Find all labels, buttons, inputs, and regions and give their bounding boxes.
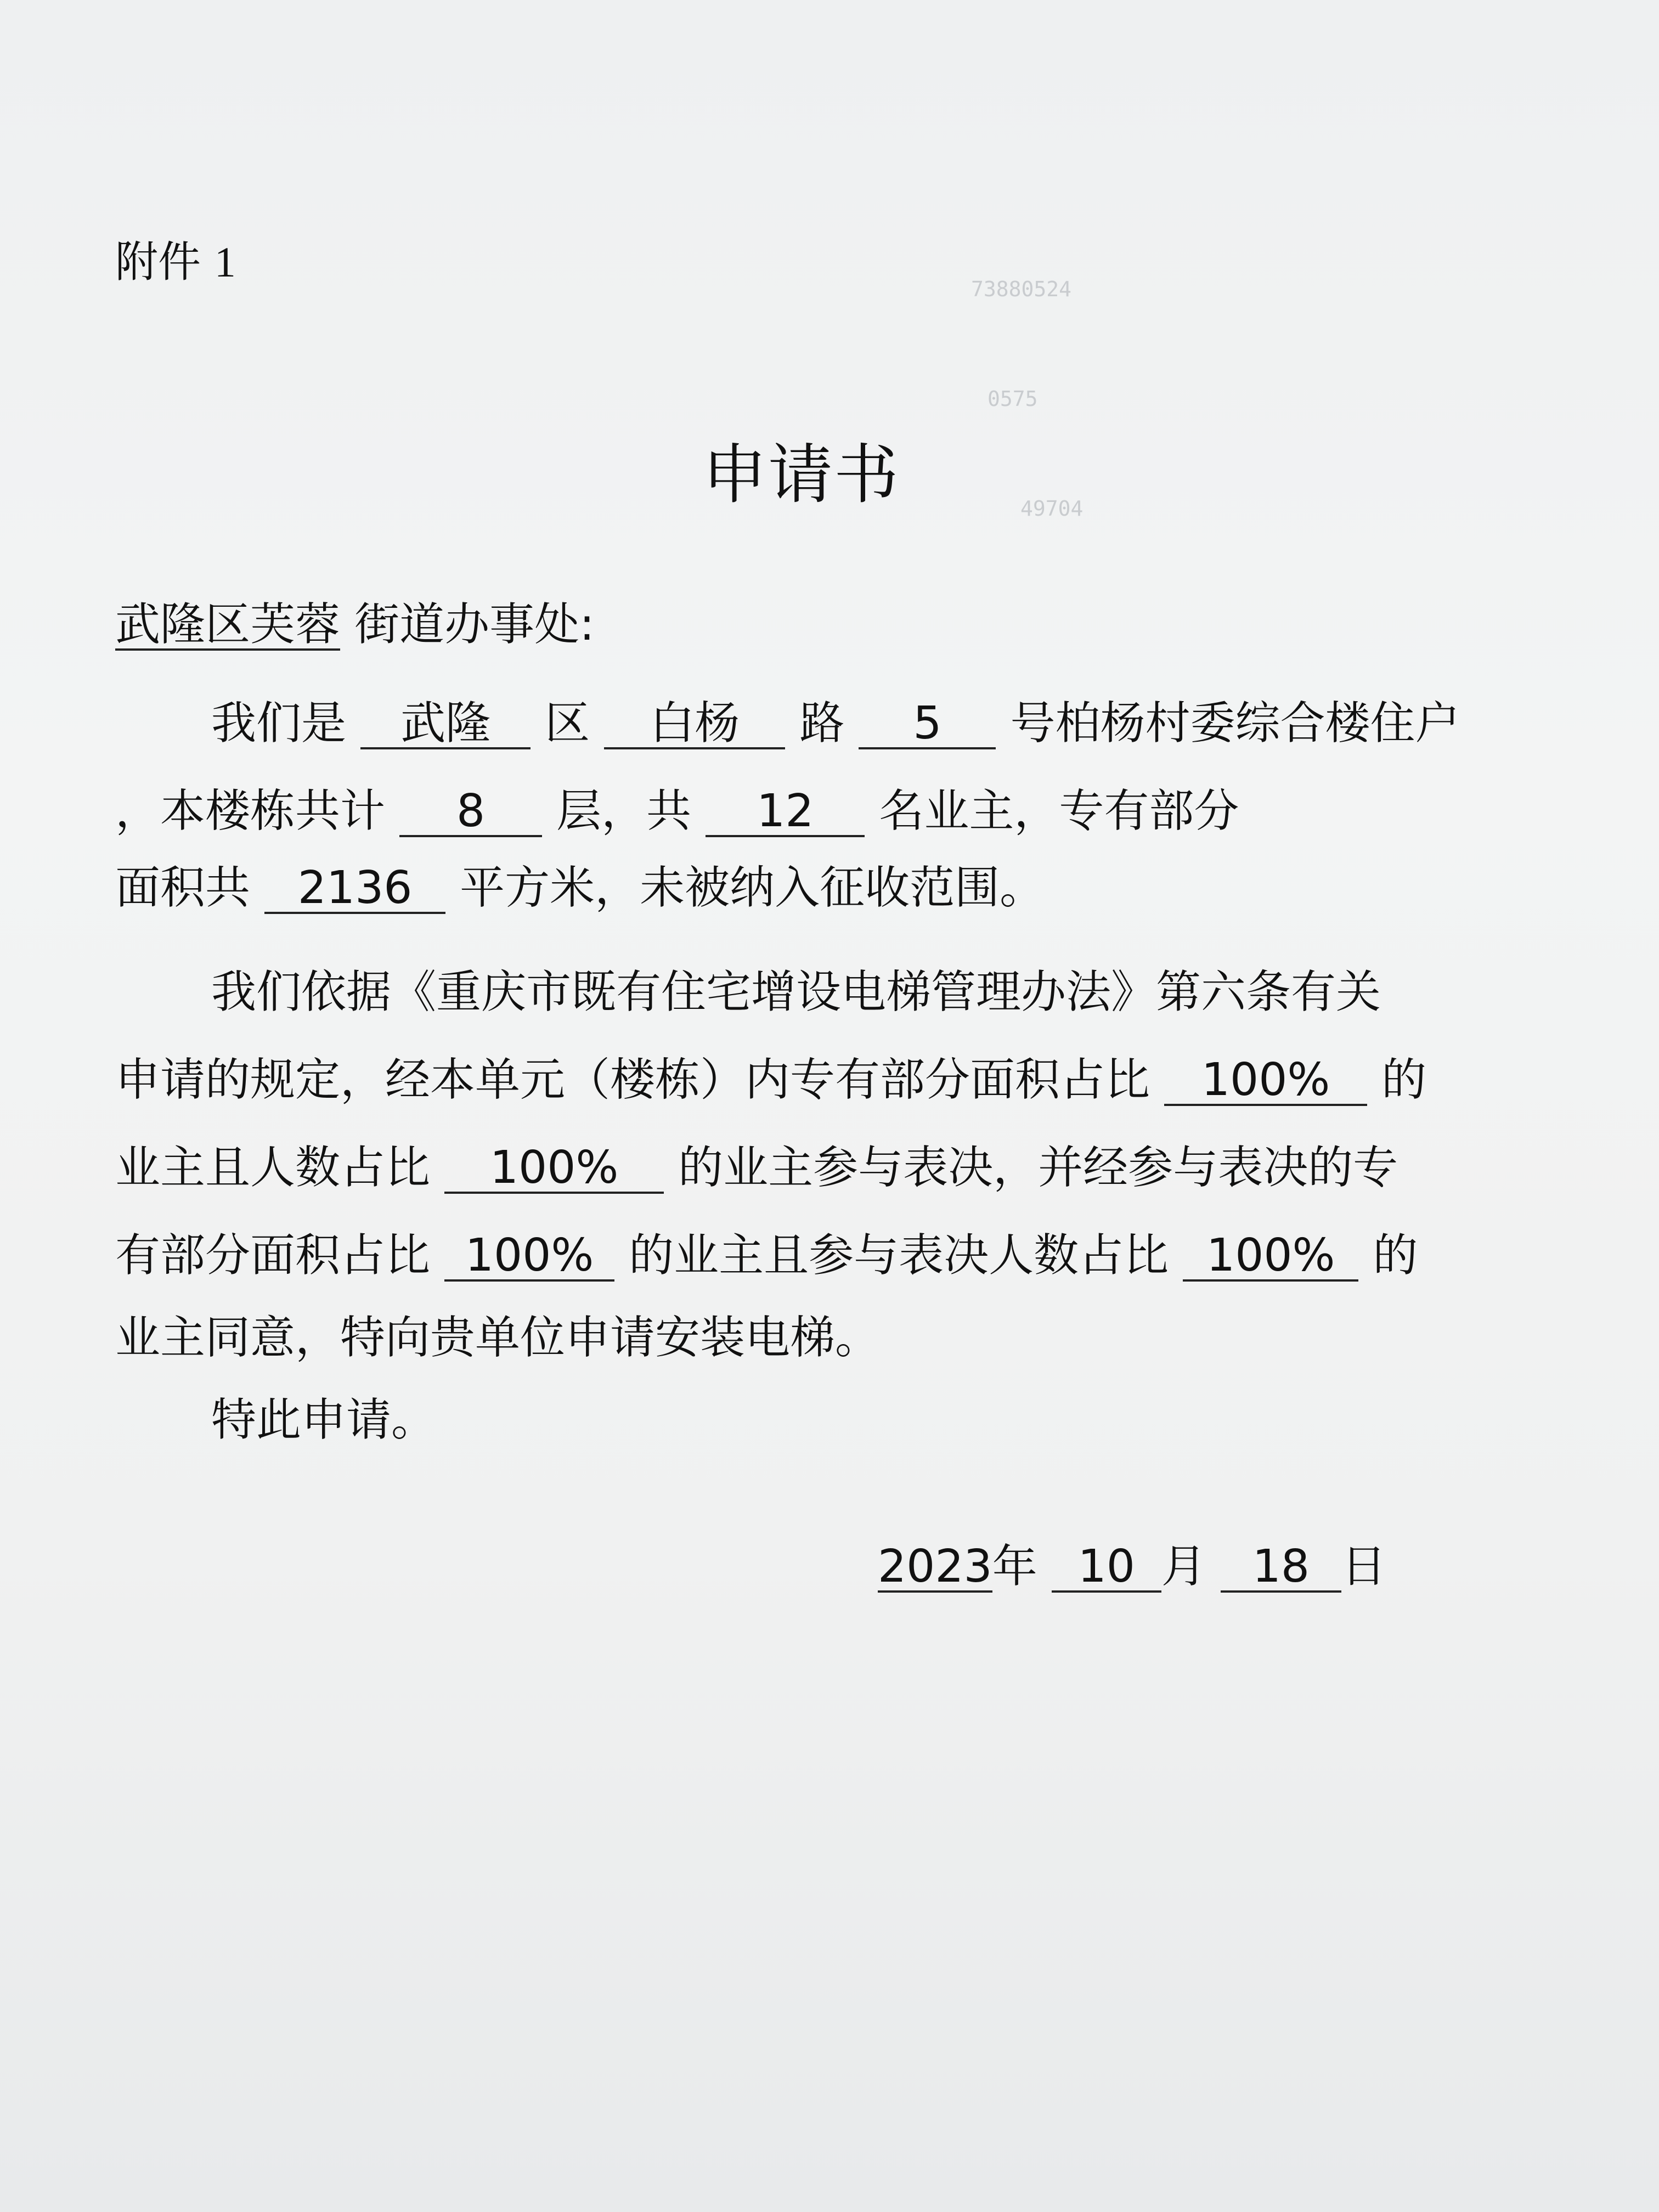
para2-text: 申请的规定，经本单元（楼栋）内专有部分面积占比 — [115, 1054, 1150, 1106]
para2-text: 的业主且参与表决人数占比 — [629, 1229, 1169, 1282]
signature-date — [878, 1531, 1386, 1595]
para1-line3 — [115, 861, 1045, 915]
date-day-label: 日 — [1341, 1541, 1386, 1593]
house-number-field: 5 — [859, 700, 996, 749]
bleed-through-text-1: 73880524 — [971, 277, 1072, 301]
owners-field: 12 — [706, 788, 865, 837]
para1-text: 区 — [545, 697, 590, 749]
para2-text: 业主同意，特向贵单位申请安装电梯。 — [115, 1312, 881, 1364]
date-day: 18 — [1221, 1543, 1341, 1593]
road-field: 白杨 — [604, 700, 785, 749]
date-month: 10 — [1052, 1543, 1161, 1593]
para1-text: ，本楼栋共计 — [115, 785, 386, 837]
closing-line: 特此申请。 — [211, 1394, 437, 1446]
para2-line3 — [115, 1141, 1398, 1195]
para1-text: 我们是 — [211, 697, 347, 749]
para1-text: 路 — [799, 697, 845, 749]
attachment-label — [115, 228, 236, 289]
para2-line4 — [115, 1229, 1418, 1283]
area-field: 2136 — [264, 865, 445, 914]
para1-text: 面积共 — [115, 862, 251, 914]
para1-line2 — [115, 785, 1239, 838]
para2-text: 的 — [1373, 1229, 1418, 1282]
para2-text: 我们依据《重庆市既有住宅增设电梯管理办法》第六条有关 — [211, 966, 1381, 1018]
district-field: 武隆 — [360, 700, 531, 749]
page-title: 申请书 — [702, 437, 900, 512]
para2-line1 — [211, 966, 1381, 1019]
para2-line5 — [115, 1311, 880, 1365]
addressee-office: 武隆区芙蓉 — [115, 599, 341, 651]
para2-text: 的 — [1381, 1054, 1427, 1106]
date-year: 2023 — [878, 1541, 992, 1593]
para2-text: 的业主参与表决，并经参与表决的专 — [678, 1142, 1398, 1194]
date-month-label: 月 — [1161, 1541, 1206, 1593]
area-ratio-field: 100% — [1164, 1057, 1367, 1106]
para2-text: 业主且人数占比 — [115, 1142, 431, 1194]
date-year-label: 年 — [992, 1541, 1037, 1593]
vote-people-ratio-field: 100% — [1183, 1232, 1358, 1282]
para1-text: 平方米，未被纳入征收范围。 — [460, 862, 1045, 914]
floors-field: 8 — [399, 788, 542, 837]
addressee-rest: 街道办事处: — [354, 599, 595, 651]
people-ratio-field: 100% — [444, 1144, 664, 1194]
attachment-number: 1 — [214, 238, 236, 286]
para2-text: 有部分面积占比 — [115, 1229, 431, 1282]
bleed-through-text-2: 0575 — [988, 387, 1038, 411]
para1-text: 号柏杨村委综合楼住户 — [1010, 697, 1460, 749]
para1-line1 — [211, 697, 1460, 751]
para1-text: 名业主，专有部分 — [879, 785, 1239, 837]
para2-line2 — [115, 1053, 1426, 1107]
bleed-through-text-3: 49704 — [1020, 496, 1084, 521]
para1-text: 层，共 — [556, 785, 692, 837]
addressee-line — [115, 598, 595, 652]
vote-area-ratio-field: 100% — [444, 1232, 614, 1282]
attachment-text: 附件 — [115, 238, 201, 287]
